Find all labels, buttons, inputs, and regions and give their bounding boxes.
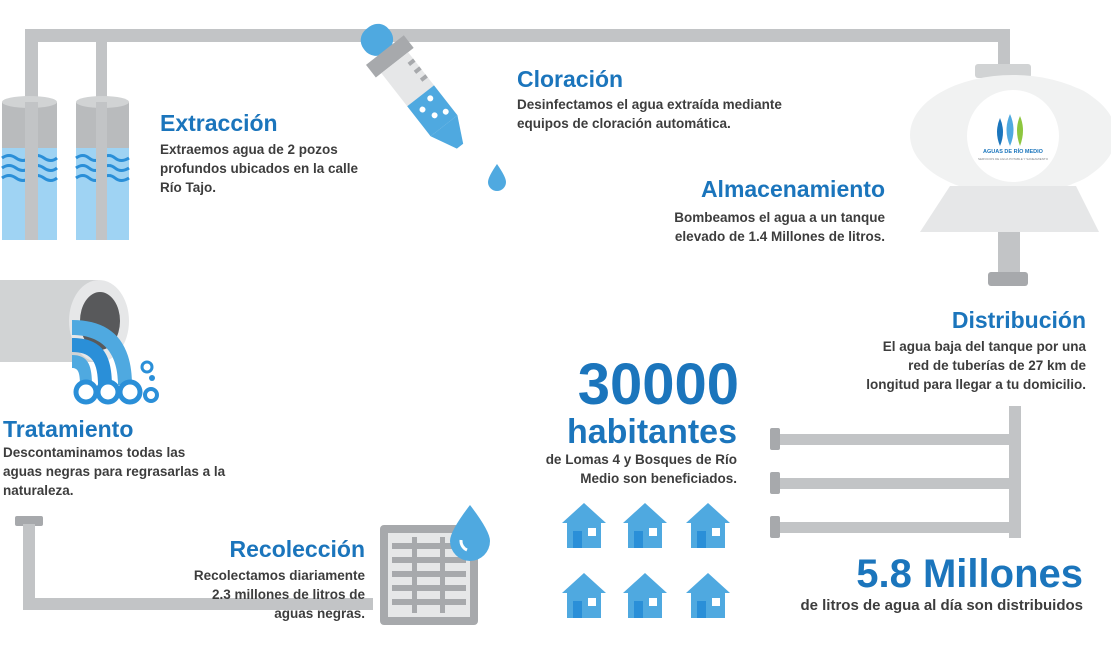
distribucion-description: El agua baja del tanque por una red de tuberías de 27 km de longitud para llegar a tu domicilio.: [866, 339, 1086, 392]
distribucion-title: Distribución: [951, 307, 1086, 333]
almacenamiento-title: Almacenamiento: [700, 176, 885, 202]
tratamiento-title: Tratamiento: [3, 416, 134, 442]
pipe-outlet-icon: [0, 280, 157, 402]
logo-tagline: SERVICIOS DE AGUA POTABLE Y SANEAMIENTO: [977, 157, 1049, 161]
cloracion-description: Desinfectamos el agua extraída mediante equipos de cloración automática.: [517, 97, 782, 131]
house-icon: [562, 573, 606, 618]
almacenamiento-description: Bombeamos el agua a un tanque elevado de 1.4 Millones de litros.: [674, 210, 885, 244]
water-well-icon: [76, 96, 129, 240]
litros-number: 5.8 Millones: [856, 552, 1083, 596]
water-well-icon: [2, 96, 57, 240]
water-drop-icon: [450, 505, 490, 561]
house-icon: [623, 503, 667, 548]
extraccion-title: Extracción: [160, 110, 278, 136]
house-icon: [686, 573, 730, 618]
water-tank-icon: [910, 64, 1111, 286]
litros-description: de litros de agua al día son distribuidos: [800, 597, 1083, 614]
recoleccion-description: Recolectamos diariamente 2.3 millones de litros de aguas negras.: [193, 568, 365, 621]
distribution-pipes-icon: [770, 406, 1021, 538]
cloracion-title: Cloración: [517, 66, 624, 92]
house-icon: [623, 573, 667, 618]
water-drop-icon: [488, 164, 506, 191]
house-icon: [562, 503, 606, 548]
habitantes-number: 30000: [577, 352, 739, 417]
recoleccion-title: Recolección: [229, 536, 365, 562]
habitantes-label: habitantes: [566, 413, 737, 451]
extraccion-description: Extraemos agua de 2 pozos profundos ubicados en la calle Río Tajo.: [160, 142, 359, 195]
house-icon: [686, 503, 730, 548]
habitantes-description: de Lomas 4 y Bosques de Río Medio son beneficiados.: [545, 452, 737, 486]
logo-name: AGUAS DE RÍO MEDIO: [983, 149, 1043, 155]
tratamiento-description: Descontaminamos todas las aguas negras para regrasarlas a la naturaleza.: [3, 445, 226, 498]
